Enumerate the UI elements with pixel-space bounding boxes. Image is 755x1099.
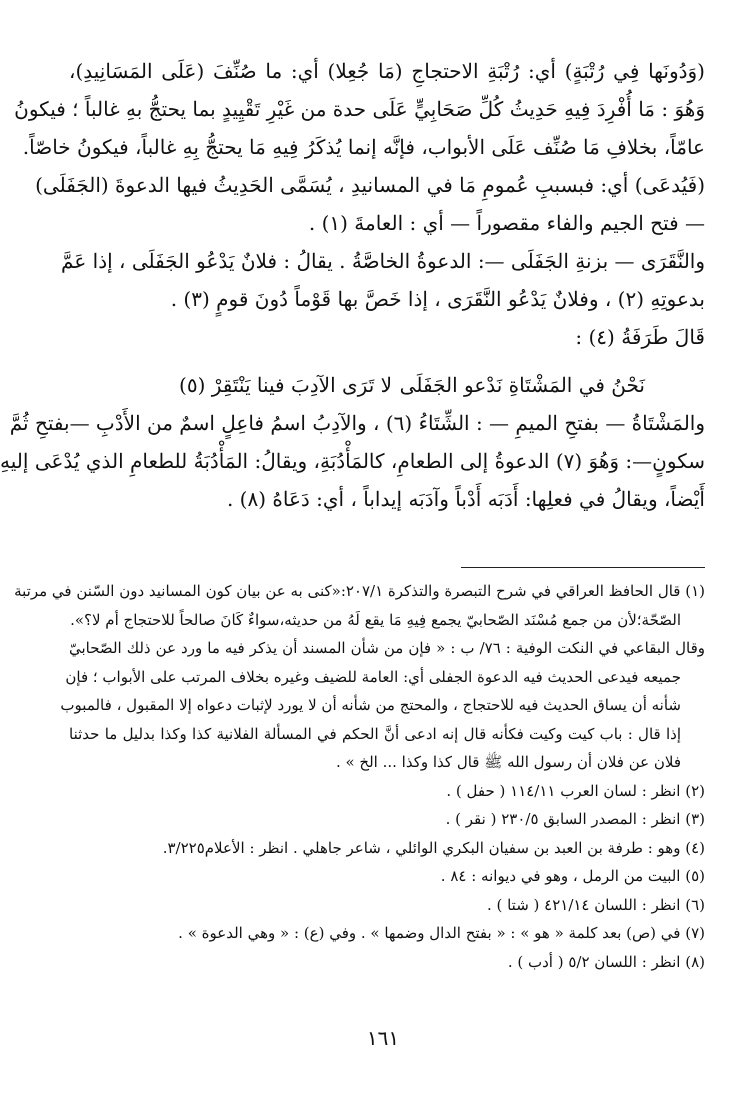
- main-line-5: — فتح الجيم والفاء مقصوراً — أي : العامةَ (١) .: [308, 211, 705, 235]
- footnote-5: (٥) البيت من الرمل ، وهو في ديوانه : ٨٤ .: [440, 867, 705, 885]
- footnote-3: (٣) انظر : المصدر السابق ٢٣٠/٥ ( نقر ) .: [445, 810, 705, 828]
- footnotes: [14, 577, 705, 976]
- poetry-verse: [69, 366, 705, 404]
- footnote-6: (٦) انظر : اللسان ٤٢١/١٤ ( شتا ) .: [486, 895, 705, 914]
- main-line-3: عامّاً، بخلافِ مَا صُنِّف عَلَى الأبواب، فإنَّه إنما يُذكَرُ فِيهِ مَا يحتجُّ بِهِ غالباً، فيكونُ خاصّاً.: [22, 135, 705, 159]
- footnote-4: (٤) وهو : طرفة بن العبد بن سفيان البكري الوائلي ، شاعر جاهلي . انظر : الأعلام٣/٢٢٥.: [162, 838, 705, 857]
- main-line-6: والنَّقَرَى — بزنةِ الجَفَلَى —: الدعوةُ الخاصَّةُ . يقالُ : فلانٌ يَدْعُو الجَفَلَى ، إذا عَمَّ: [61, 249, 705, 273]
- verse-left-hemistich: لا تَرَى الآدِبَ فينا يَنْتَقِرْ (٥): [179, 373, 393, 397]
- main-line-4: (فَيُدعَى) أي: فبسببِ عُمومِ مَا في المسانيدِ ، يُسَمَّى الحَدِيثُ فيها الدعوةَ (الجَفَلَى): [35, 173, 705, 197]
- footnote-1-line-7: فلان عن فلان أن رسول الله ﷺ قال كذا وكذا ... الخ » .: [335, 753, 681, 771]
- main-text: [0, 52, 705, 518]
- page-number: ١٦١: [366, 1026, 400, 1050]
- footnote-1-line-2: الصّحّة؛لأن من جمع مُسْنَد الصّحابيّ يجمع فِيهِ مَا يقع لَهُ من حديثه،سواءٌ كَانَ صالحاً للاحتجاج أم لا؟».: [70, 610, 681, 629]
- main-line-11: أَيْضاً، ويقالُ في فعلِها: أَدَبَه أَدْباً وآدَبَه إيداباً ، أي: دَعَاهُ (٨) .: [226, 487, 705, 511]
- footnote-2: (٢) انظر : لسان العرب ١١٤/١١ ( حفل ) .: [446, 781, 705, 800]
- footnote-1-line-6: إذا قال : باب كيت وكيت فكأنه قال إنه ادعى أنَّ الحكم في المسألة الفلانية كذا وكذا بدليل ما حدثنا: [69, 724, 681, 743]
- main-line-9: والمَشْتَاةُ — بفتحِ الميمِ — : الشِّتَاءُ (٦) ، والآدِبُ اسمُ فاعِلٍ اسمٌ من الأَدْبِ —بفتحِ ثُمَّ: [9, 411, 705, 435]
- footnote-7: (٧) في (ص) بعد كلمة « هو » : « بفتح الدال وضمها » . وفي (ع) : « وهي الدعوة » .: [178, 924, 705, 942]
- footnote-1-line-5: شأنه أن يساق الحديث فيه للاحتجاج ، والمحتج من شأنه أن لا يورد لإثبات دعواه إلا المقبول ، فالمبوب: [60, 696, 681, 714]
- footnote-1-line-1: (١) قال الحافظ العراقي في شرح التبصرة والتذكرة ٢٠٧/١:«كنى به عن بيان كون المسانيد دون السّنن في مرتبة: [14, 582, 705, 600]
- main-line-1: (وَدُونَها فِي رُتْبَةٍ) أي: رُتْبَةِ الاحتجاجِ (مَا جُعِلا) أي: ما صُنِّفَ (عَلَى المَسَانِيدِ)،: [69, 59, 705, 83]
- footnote-1-line-4: جميعه فيدعى الحديث فيه الدعوة الجفلى أي: العامة للضيف وغيره بخلاف المرتب على الأبواب ؛ فإن: [65, 667, 681, 686]
- main-line-7: بدعوتِهِ (٢) ، وفلانٌ يَدْعُو النَّقَرَى ، إذا خَصَّ بها قَوْماً دُونَ قومٍ (٣) .: [170, 287, 705, 311]
- footnote-separator: [461, 567, 705, 568]
- main-line-2: وَهُوَ : مَا أُفْرِدَ فِيهِ حَدِيثُ كُلِّ صَحَابِيٍّ عَلَى حدة من غَيْرِ تَقْيِيدٍ بما يحتجُّ بهِ غالباً ؛ فيكونُ: [14, 97, 705, 121]
- main-line-10: سكونٍ—: وَهُوَ (٧) الدعوةُ إلى الطعامِ، كالمَأْدُبَةِ، ويقالُ: المَأْدُبَةُ للطعامِ الذي يُدْعَى إليهِ: [0, 449, 705, 473]
- verse-right-hemistich: نَحْنُ في المَشْتَاةِ نَدْعو الجَفَلَى: [399, 373, 645, 397]
- footnote-1-line-3: وقال البقاعي في النكت الوفية : ٧٦/ ب : « فإن من شأن المسند أن يذكر فيه ما ورد عن ذلك الصّحابيّ: [69, 639, 705, 657]
- main-line-8: قَالَ طَرَفَةُ (٤) :: [575, 325, 705, 349]
- footnote-8: (٨) انظر : اللسان ٥/٢ ( أدب ) .: [507, 952, 705, 971]
